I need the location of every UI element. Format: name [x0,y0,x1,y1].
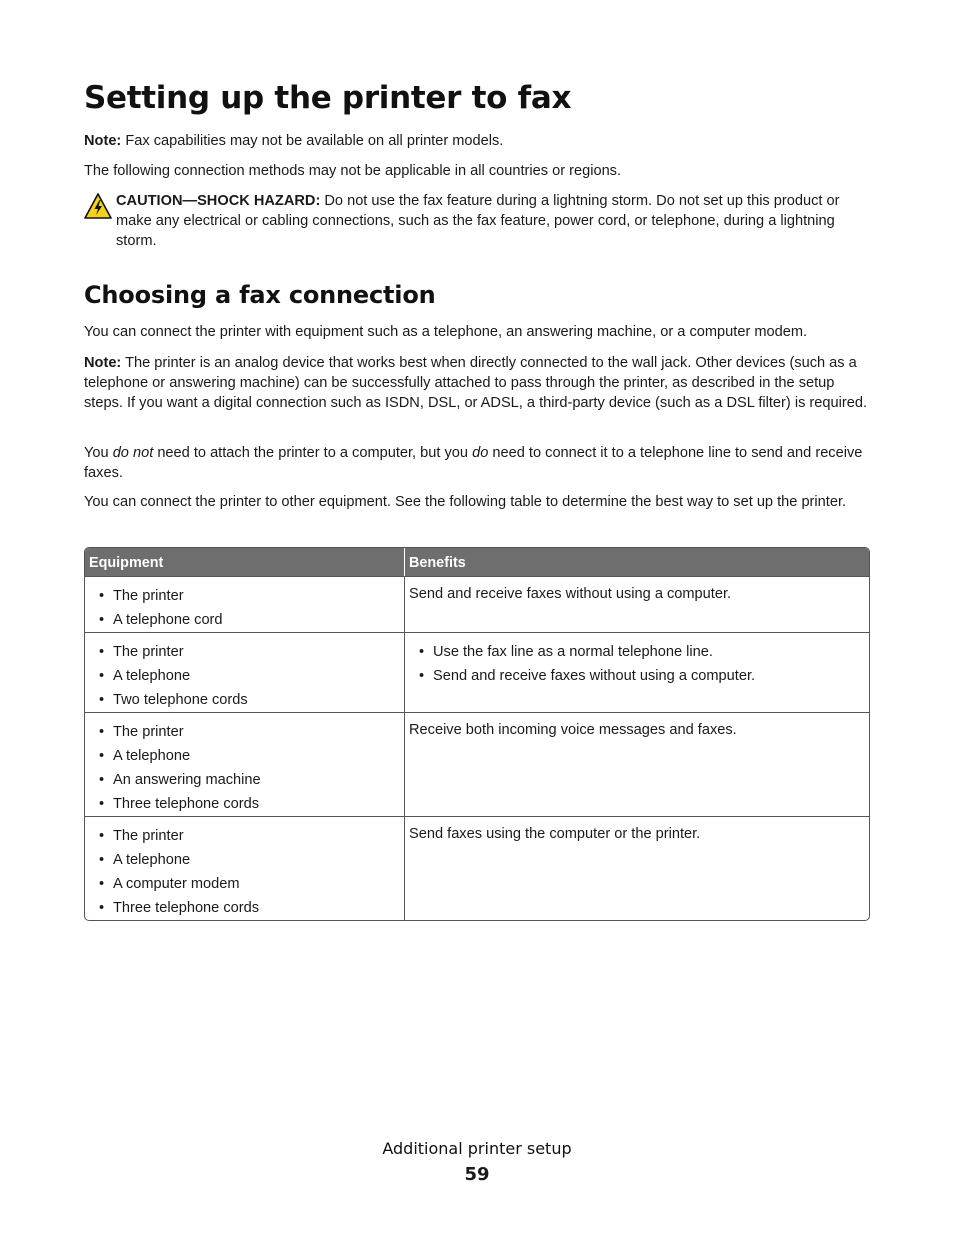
benefit-text: Receive both incoming voice messages and faxes. [409,722,737,738]
column-header-benefits: Benefits [404,548,869,576]
table-header-row [85,548,869,576]
note-fax-capabilities [84,131,870,151]
benefits-cell [404,576,869,632]
section-title: Choosing a fax connection [84,281,436,309]
note-label: Note: [84,133,122,149]
warning-triangle-icon [84,193,112,219]
text-run: need to attach the printer to a computer, but you [153,445,473,461]
benefit-text: Send and receive faxes without using a computer. [409,586,732,602]
emphasis-do: do [472,445,489,461]
note-analog-device [84,353,870,413]
list-item: • Send and receive faxes without using a computer. [409,664,865,688]
table-row [85,816,869,920]
benefits-cell [404,816,869,920]
list-item: • A telephone [89,664,400,688]
list-item: • A computer modem [89,872,400,896]
note-text: Fax capabilities may not be available on all printer models. [121,133,504,149]
list-item: • Three telephone cords [89,792,400,816]
caution-label: CAUTION—SHOCK HAZARD: [116,193,321,209]
note-label: Note: [84,355,122,371]
equipment-list [89,719,400,816]
benefits-cell [404,712,869,816]
caution-block [84,191,870,251]
page-number: 59 [464,1164,490,1185]
paragraph-connect: You can connect the printer with equipment such as a telephone, an answering machine, or a computer modem. [84,324,808,340]
column-header-equipment: Equipment [85,548,404,576]
paragraph-countries: The following connection methods may not be applicable in all countries or regions. [84,163,622,179]
benefits-list [409,639,865,688]
list-item: • An answering machine [89,768,400,792]
emphasis-do-not: do not [112,445,154,461]
table-row [85,712,869,816]
equipment-cell [85,816,404,920]
caution-body: Do not use the fax feature during a lightning storm. Do not set up this product or make any electrical or cabling connections, such as the fax feature, power cord, or telephone, during a lightning storm. [116,193,840,249]
list-item: • A telephone cord [89,608,400,632]
text-run: need to connect it to a telephone line to send and receive faxes. [84,445,863,481]
benefits-cell [404,632,869,712]
list-item: • A telephone [89,848,400,872]
list-item: • Two telephone cords [89,688,400,712]
equipment-cell [85,576,404,632]
paragraph-table-intro: You can connect the printer to other equipment. See the following table to determine the best way to set up the printer. [84,494,847,510]
list-item: • Use the fax line as a normal telephone line. [409,640,865,664]
equipment-list [89,823,400,920]
list-item: • Three telephone cords [89,896,400,920]
page-footer [0,1139,954,1185]
table-row [85,632,869,712]
equipment-list [89,639,400,712]
benefit-text: Send faxes using the computer or the printer. [409,826,701,842]
equipment-cell [85,632,404,712]
table-row [85,576,869,632]
footer-section-title: Additional printer setup [382,1139,572,1158]
equipment-list [89,583,400,632]
page-title: Setting up the printer to fax [84,80,572,116]
list-item: • The printer [89,584,400,608]
list-item: • The printer [89,720,400,744]
list-item: • A telephone [89,744,400,768]
table-body [85,576,869,920]
equipment-table [84,547,870,921]
caution-text [116,191,870,251]
text-run: You [84,445,113,461]
list-item: • The printer [89,824,400,848]
note-text: The printer is an analog device that works best when directly connected to the wall jack. Other devices (such as a telephone or answering machine) can be successfully attached to pass through the printer, as described in the setup steps. If you want a digital connection such as ISDN, DSL, or ADSL, a third-party device (such as a DSL filter) is required. [84,355,868,411]
equipment-cell [85,712,404,816]
list-item: • The printer [89,640,400,664]
paragraph-attach [84,443,870,483]
